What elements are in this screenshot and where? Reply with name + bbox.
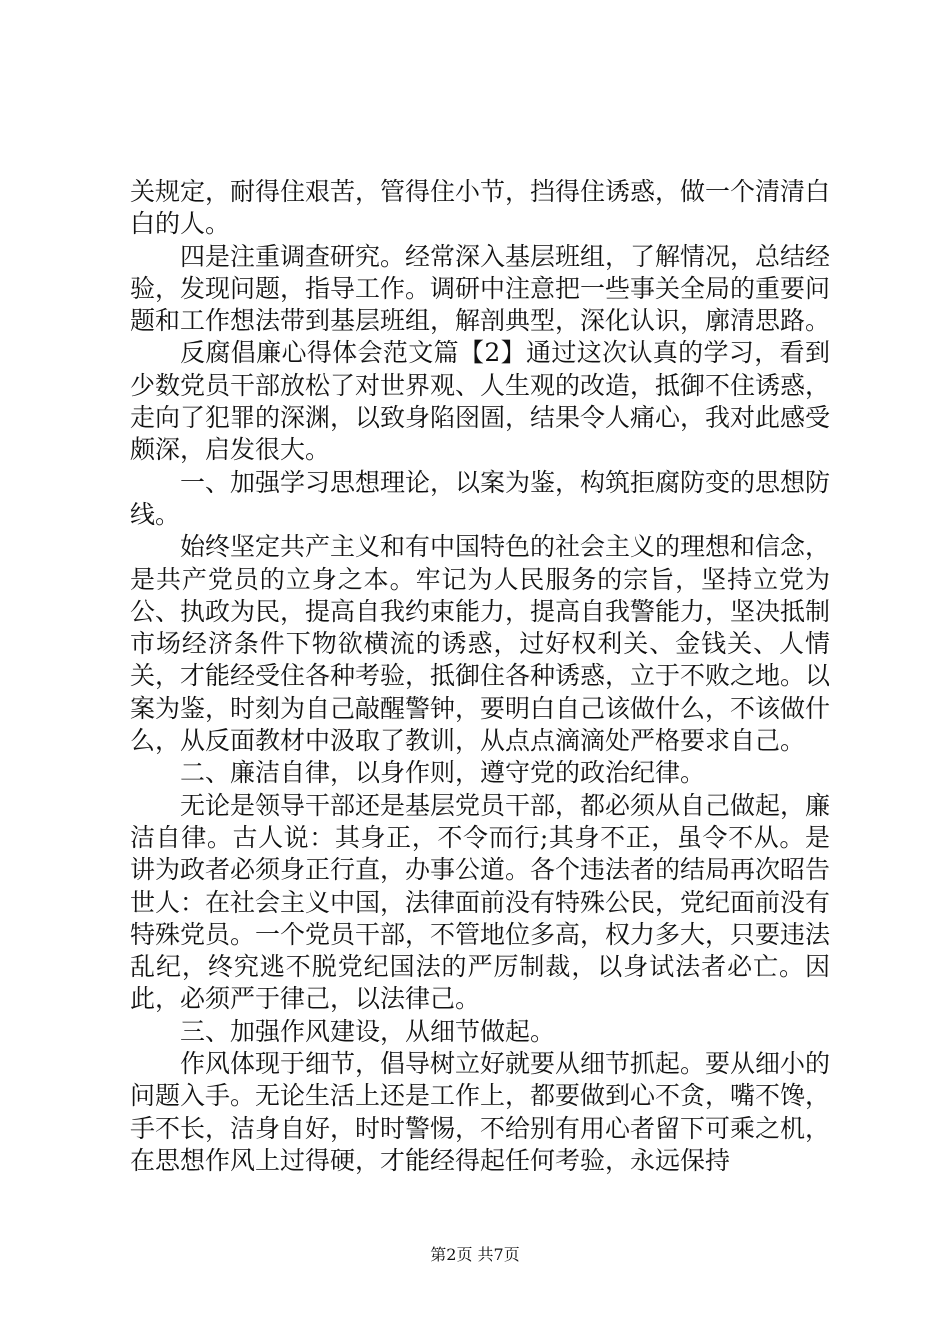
paragraph: 关规定，耐得住艰苦，管得住小节，挡得住诱惑，做一个清清白白的人。 bbox=[130, 177, 831, 239]
paragraph: 作风体现于细节，倡导树立好就要从细节抓起。要从细小的问题入手。无论生活上还是工作上，都要做到心不贪，嘴不馋，手不长，洁身自好，时时警惕，不给别有用心者留下可乘之机，在思想作风上过得硬，才能经得起任何考验，永远保持 bbox=[130, 1049, 831, 1175]
paragraph: 无论是领导干部还是基层党员干部，都必须从自己做起，廉洁自律。古人说：其身正，不令而行;其身不正，虽令不从。是讲为政者必须身正行直，办事公道。各个违法者的结局再次昭告世人：在社会主义中国，法律面前没有特殊公民，党纪面前没有特殊党员。一个党员干部，不管地位多高，权力多大，只要违法乱纪，终究逃不脱党纪国法的严厉制裁，以身试法者必亡。因此，必须严于律己，以法律己。 bbox=[130, 790, 831, 1014]
paragraph: 四是注重调查研究。经常深入基层班组，了解情况，总结经验，发现问题，指导工作。调研中注意把一些事关全局的重要问题和工作想法带到基层班组，解剖典型，深化认识，廓清思路。 bbox=[130, 241, 831, 336]
section-heading: 一、加强学习思想理论，以案为鉴，构筑拒腐防变的思想防线。 bbox=[130, 467, 831, 529]
section-heading: 三、加强作风建设，从细节做起。 bbox=[180, 1016, 556, 1046]
paragraph: 始终坚定共产主义和有中国特色的社会主义的理想和信念，是共产党员的立身之本。牢记为人民服务的宗旨，坚持立党为公、执政为民，提高自我约束能力，提高自我警能力，坚决抵制市场经济条件下物欲横流的诱惑，过好权利关、金钱关、人情关，才能经受住各种考验，抵御住各种诱惑，立于不败之地。以案为鉴，时刻为自己敲醒警钟，要明白自己该做什么，不该做什么，从反面教材中汲取了教训，从点点滴滴处严格要求自己。 bbox=[130, 532, 831, 756]
section-heading: 二、廉洁自律，以身作则，遵守党的政治纪律。 bbox=[180, 758, 706, 788]
document-body bbox=[130, 176, 830, 1177]
paragraph: 反腐倡廉心得体会范文篇【2】通过这次认真的学习，看到少数党员干部放松了对世界观、人生观的改造，抵御不住诱惑，走向了犯罪的深渊，以致身陷囹圄，结果令人痛心，我对此感受颇深，启发很大。 bbox=[130, 338, 831, 465]
page-footer: 第2页 共7页 bbox=[430, 1245, 520, 1264]
